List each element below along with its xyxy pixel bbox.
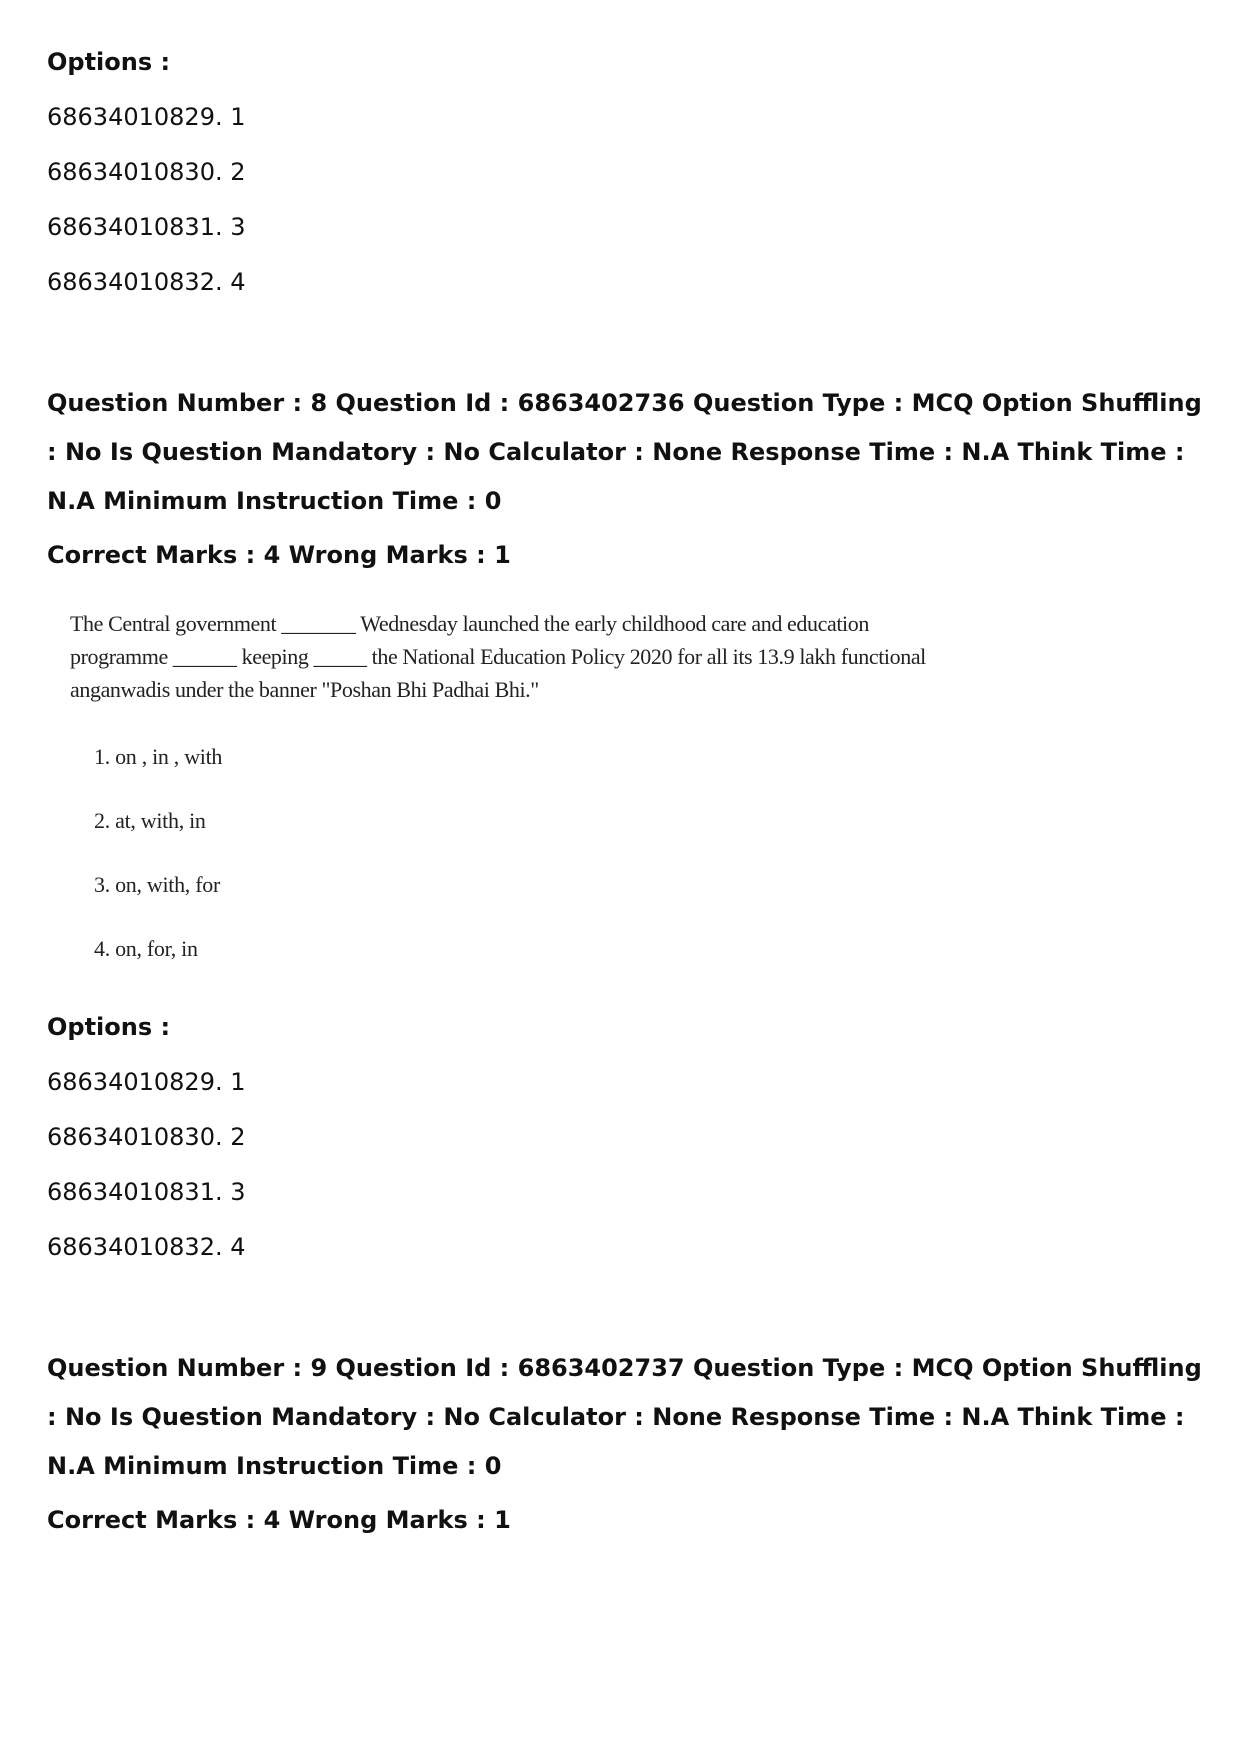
question-8-meta: Question Number : 8 Question Id : 6863402736 Question Type : MCQ Option Shuffling : No Is Question Mandatory : No Calculator : None Response Time : N.A Think Time : N.A Minimum Instruction Time : 0 xyxy=(47,389,1202,515)
question-9-meta: Question Number : 9 Question Id : 6863402737 Question Type : MCQ Option Shuffling : No Is Question Mandatory : No Calculator : None Response Time : N.A Think Time : N.A Minimum Instruction Time : 0 xyxy=(47,1354,1202,1480)
question-8-choice: 4. on, for, in xyxy=(94,936,198,961)
options-label: Options : xyxy=(47,48,171,76)
question-8-choice: 3. on, with, for xyxy=(94,872,220,897)
question-8-choice: 1. on , in , with xyxy=(94,744,223,769)
option-item: 68634010831. 3 xyxy=(47,213,246,241)
option-item: 68634010830. 2 xyxy=(47,1123,246,1151)
option-item: 68634010831. 3 xyxy=(47,1178,246,1206)
question-8-marks: Correct Marks : 4 Wrong Marks : 1 xyxy=(47,541,511,569)
question-9-marks: Correct Marks : 4 Wrong Marks : 1 xyxy=(47,1506,511,1534)
option-item: 68634010830. 2 xyxy=(47,158,246,186)
options-label: Options : xyxy=(47,1013,171,1041)
question-8-stem: The Central government _______ Wednesday launched the early childhood care and education programme ______ keeping _____ the National Education Policy 2020 for all its 13.9 lakh functional anganwadis under the banner "Poshan Bhi Padhai Bhi." xyxy=(70,611,926,702)
option-item: 68634010829. 1 xyxy=(47,103,246,131)
option-item: 68634010832. 4 xyxy=(47,1233,246,1261)
question-8-choice: 2. at, with, in xyxy=(94,808,206,833)
option-item: 68634010832. 4 xyxy=(47,268,246,296)
option-item: 68634010829. 1 xyxy=(47,1068,246,1096)
